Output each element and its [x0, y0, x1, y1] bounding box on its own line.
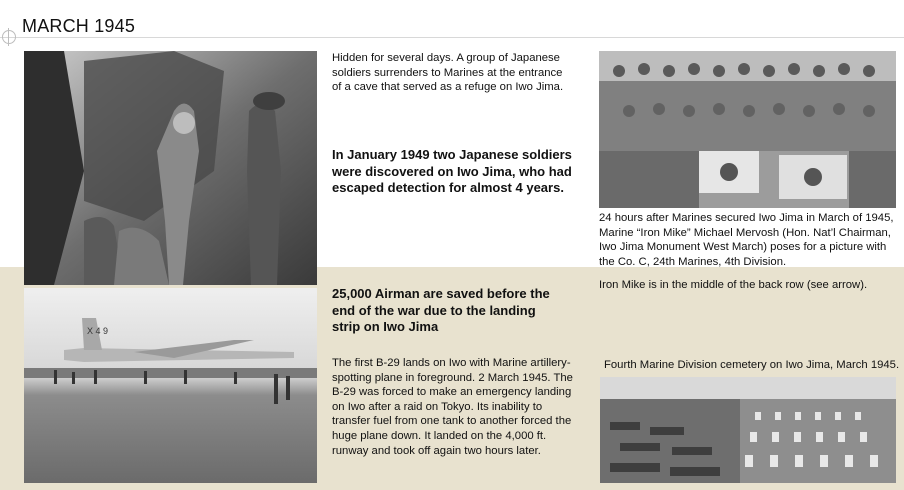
photo-cemetery [600, 377, 896, 483]
caption-cave-surrender: Hidden for several days. A group of Japanese soldiers surrenders to Marines at the entrance of a cave that served as a refuge on Iwo Jima. [332, 52, 564, 94]
caption-cemetery: Fourth Marine Division cemetery on Iwo Jima, March 1945. [604, 359, 900, 371]
photo-marines-group [599, 51, 896, 208]
caption-b29-landing: The first B-29 lands on Iwo with Marine artillery-spotting plane in foreground. 2 March 1945. The B-29 was forced to make an emergency landing on Iwo after a raid on Tokyo. Its inability to transfer fuel from one tank to another forced the huge plane down. It landed on the 4,000 ft. runway and took off again two hours later. [332, 357, 573, 457]
photo-cave-surrender [24, 51, 317, 285]
heading-airmen-saved: 25,000 Airman are saved before the end of the war due to the landing strip on Iwo Jima [332, 286, 550, 334]
heading-soldiers-1949: In January 1949 two Japanese soldiers were discovered on Iwo Jima, who had escaped detection for almost 4 years. [332, 147, 572, 195]
crosshair-icon [2, 30, 16, 44]
page-title: MARCH 1945 [22, 16, 136, 36]
plane-tail-marking: X 4 9 [87, 326, 109, 336]
header-rule [0, 37, 904, 38]
caption-marines-group: 24 hours after Marines secured Iwo Jima in March of 1945, Marine “Iron Mike” Michael Mervosh (Hon. Nat’l Chairman, Iwo Jima Monument West March) poses for a picture with the Co. C, 24th Marines, 4th Division. [599, 212, 894, 268]
photo-b29-landing [24, 288, 317, 483]
caption-iron-mike: Iron Mike is in the middle of the back row (see arrow). [599, 279, 868, 291]
